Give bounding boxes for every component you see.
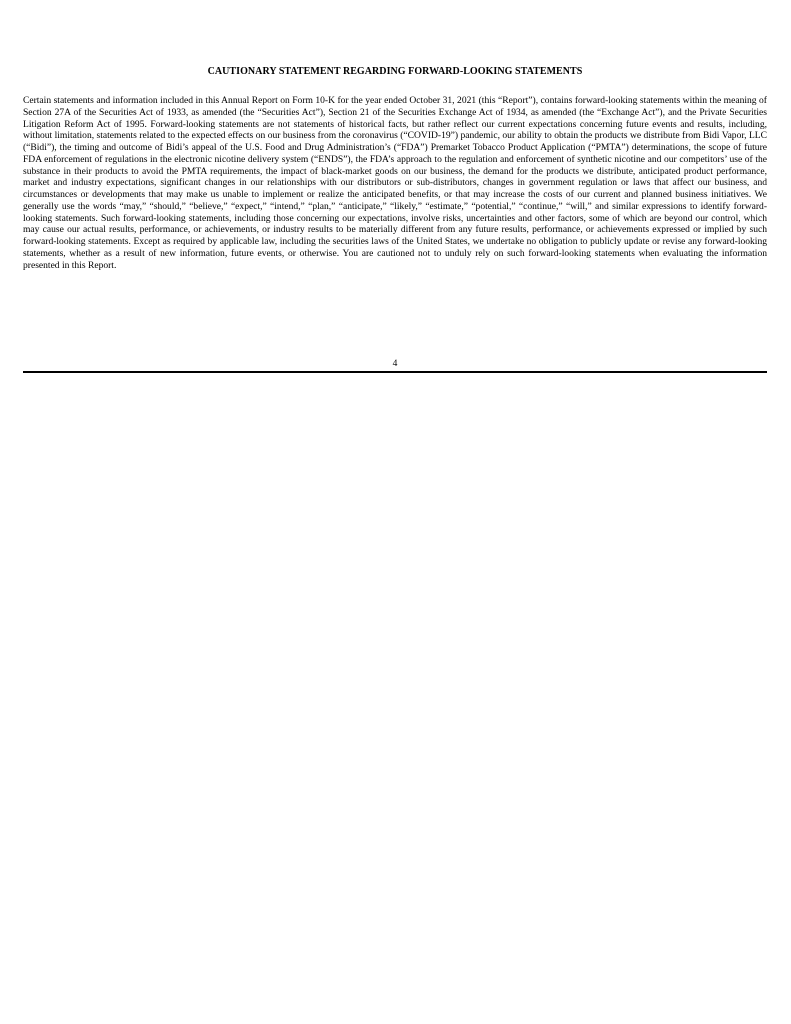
- page-number: 4: [392, 359, 398, 369]
- section-heading: CAUTIONARY STATEMENT REGARDING FORWARD-LOOKING STATEMENTS: [207, 66, 583, 77]
- page-footer-rule: [23, 371, 767, 373]
- cautionary-paragraph: Certain statements and information included in this Annual Report on Form 10-K for the year ended October 31, 2021 (this “Report”), contains forward-looking statements within the meaning of Section 27A of the Securities Act of 1933, as amended (the “Securities Act”), Section 21 of the Securities Exchange Act of 1934, as amended (the “Exchange Act”), and the Private Securities Litigation Reform Act of 1995. Forward-looking statements are not statements of historical facts, but rather reflect our current expectations concerning future events and results, including, without limitation, statements related to the expected effects on our business from the coronavirus (“COVID-19”) pandemic, our ability to obtain the products we distribute from Bidi Vapor, LLC (“Bidi”), the timing and outcome of Bidi’s appeal of the U.S. Food and Drug Administration’s (“FDA”) Premarket Tobacco Product Application (“PMTA”) determinations, the scope of future FDA enforcement of regulations in the electronic nicotine delivery system (“ENDS”), the FDA’s approach to the regulation and enforcement of synthetic nicotine and our competitors’ use of the substance in their products to avoid the PMTA requirements, the impact of black-market goods on our business, the demand for the products we distribute, anticipated product performance, market and industry expectations, significant changes in our relationships with our distributors or sub-distributors, changes in government regulation or laws that affect our business, and circumstances or developments that may make us unable to implement or realize the anticipated benefits, or that may increase the costs of our current and planned business initiatives. We generally use the words “may,” “should,” “believe,” “expect,” “intend,” “plan,” “anticipate,” “likely,” “estimate,” “potential,” “continue,” “will,” and similar expressions to identify forward-looking statements. Such forward-looking statements, including those concerning our expectations, involve risks, uncertainties and other factors, some of which are beyond our control, which may cause our actual results, performance, or achievements, or industry results to be materially different from any future results, performance, or achievements expressed or implied by such forward-looking statements. Except as required by applicable law, including the securities laws of the United States, we undertake no obligation to publicly update or revise any forward-looking statements, whether as a result of new information, future events, or otherwise. You are cautioned not to unduly rely on such forward-looking statements when evaluating the information presented in this Report.: [23, 95, 767, 271]
